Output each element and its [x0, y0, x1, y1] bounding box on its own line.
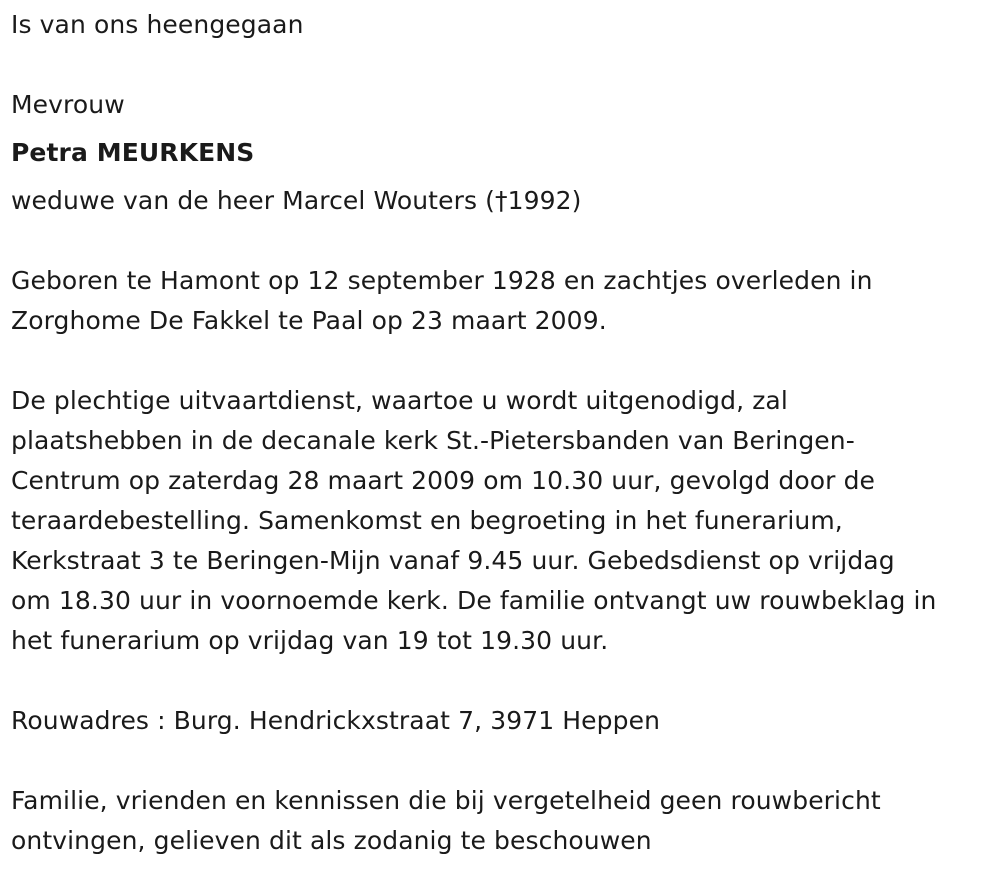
salutation: Mevrouw [11, 90, 125, 119]
closing-line: Familie, vrienden en kennissen die bij vergetelheid geen rouwbericht [11, 786, 881, 815]
deceased-name: Petra MEURKENS [11, 138, 255, 167]
service-line: om 18.30 uur in voornoemde kerk. De familie ontvangt uw rouwbeklag in [11, 586, 937, 615]
intro-text: Is van ons heengegaan [11, 10, 304, 39]
address-line: Rouwadres : Burg. Hendrickxstraat 7, 3971 Heppen [11, 706, 661, 735]
birth-line: Zorghome De Fakkel te Paal op 23 maart 2009. [11, 306, 607, 335]
widow-line: weduwe van de heer Marcel Wouters (†1992) [11, 186, 582, 215]
service-line: Kerkstraat 3 te Beringen-Mijn vanaf 9.45 uur. Gebedsdienst op vrijdag [11, 546, 895, 575]
birth-line: Geboren te Hamont op 12 september 1928 en zachtjes overleden in [11, 266, 873, 295]
service-line: het funerarium op vrijdag van 19 tot 19.30 uur. [11, 626, 609, 655]
service-line: teraardebestelling. Samenkomst en begroeting in het funerarium, [11, 506, 843, 535]
service-line: De plechtige uitvaartdienst, waartoe u wordt uitgenodigd, zal [11, 386, 788, 415]
service-line: plaatshebben in de decanale kerk St.-Pietersbanden van Beringen- [11, 426, 855, 455]
service-line: Centrum op zaterdag 28 maart 2009 om 10.30 uur, gevolgd door de [11, 466, 876, 495]
closing-line: ontvingen, gelieven dit als zodanig te beschouwen [11, 826, 652, 855]
